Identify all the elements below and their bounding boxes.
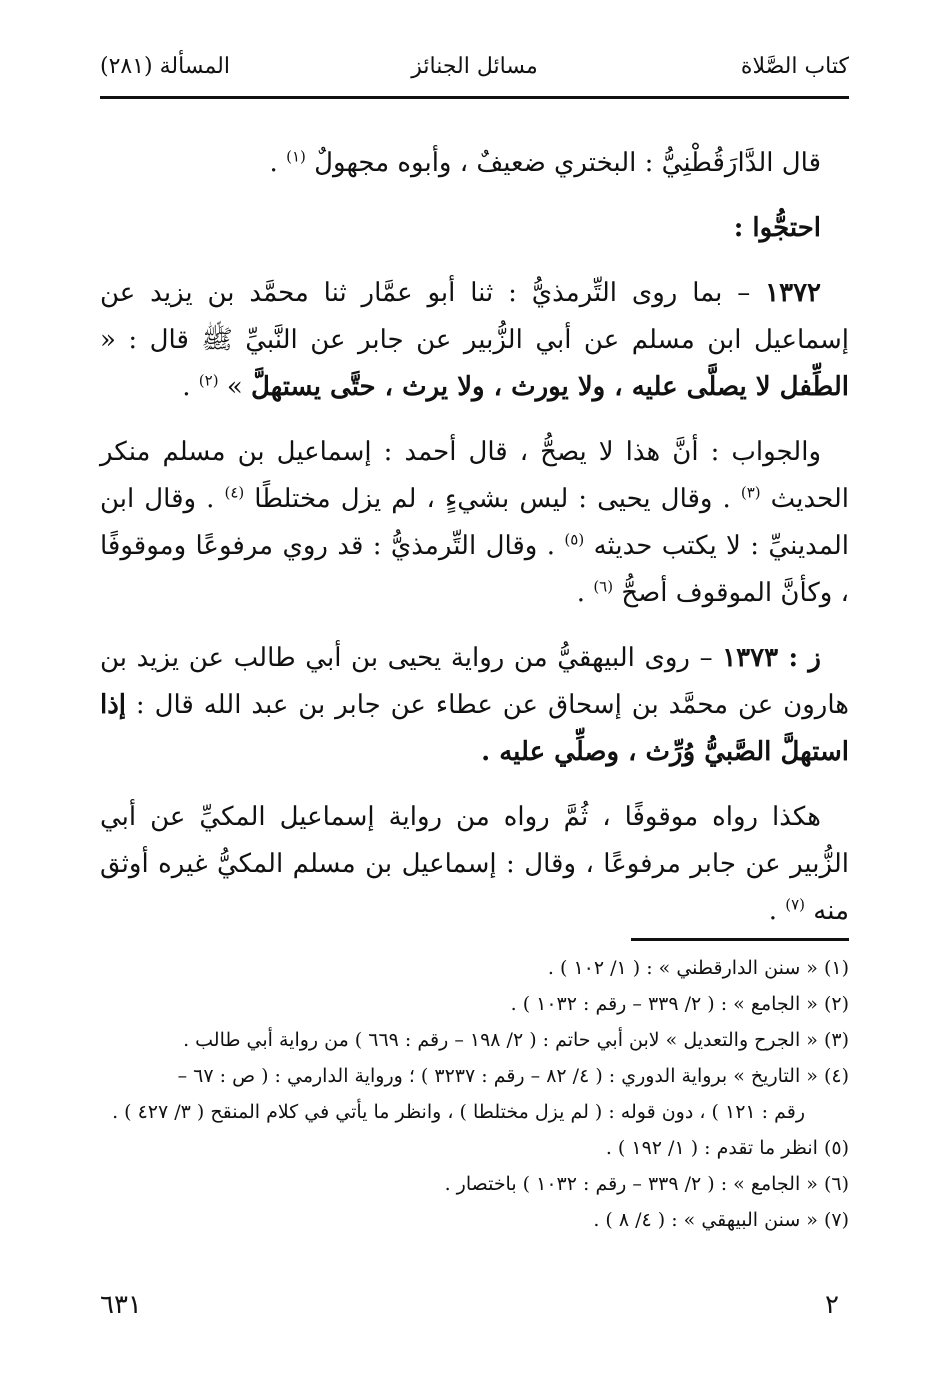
footnote-ref[interactable]: (٦) xyxy=(593,577,614,596)
page-header xyxy=(100,48,849,88)
footnote-ref[interactable]: (٥) xyxy=(564,530,585,549)
page-number: ٦٣١ xyxy=(100,1290,142,1320)
footnote-ref[interactable]: (٣) xyxy=(740,483,761,502)
footnote-4: (٤) « التاريخ » برواية الدوري : ( ٤/ ٨٢ – رقم : ٣٢٣٧ ) ؛ ورواية الدارمي : ( ص : ٦٧ – xyxy=(177,1065,849,1087)
footnote-divider xyxy=(631,938,849,941)
footnote-6: (٦) « الجامع » : ( ٢/ ٣٣٩ – رقم : ١٠٣٢ ) باختصار . xyxy=(444,1173,849,1195)
header-issue-number: المسألة (٢٨١) xyxy=(100,54,230,79)
footnote-ref[interactable]: (٢) xyxy=(198,371,219,390)
footnote-4-continued: رقم : ١٢١ ) ، دون قوله : ( لم يزل مختلطا ) ، وانظر ما يأتي في كلام المنقح ( ٣/ ٤٢٧ ) . xyxy=(112,1101,805,1123)
hadith-number: ١٣٧٢ xyxy=(765,278,821,308)
footnote-ref[interactable]: (١) xyxy=(286,147,306,166)
footnote-ref[interactable]: (٧) xyxy=(785,895,806,914)
footnote-7: (٧) « سنن البيهقي » : ( ٤/ ٨ ) . xyxy=(593,1209,849,1231)
paragraph-hadith-1373: ز : ١٣٧٣ – روى البيهقيُّ من رواية يحيى بن أبي طالب عن يزيد بن هارون عن محمَّد بن إسحاق عن عطاء عن جابر بن عبد الله قال : إذا استهلَّ الصَّبيُّ وُرِّث ، وصلِّي عليه . xyxy=(100,643,849,767)
footnote-2: (٢) « الجامع » : ( ٢/ ٣٣٩ – رقم : ١٠٣٢ ) . xyxy=(510,993,849,1015)
paragraph-commentary: هكذا رواه موقوفًا ، ثُمَّ رواه من رواية إسماعيل المكيِّ عن أبي الزُّبير عن جابر مرفوعًا ، وقال : إسماعيل بن مسلم المكيُّ غيره أوثق منه $^{(٧)}$ . xyxy=(100,802,849,926)
hadith-quote: إذا استهلَّ الصَّبيُّ وُرِّث ، وصلِّي عليه . xyxy=(100,690,849,767)
header-chapter-title: مسائل الجنائز xyxy=(411,54,538,79)
footnote-ref[interactable]: (٤) xyxy=(224,483,245,502)
header-divider xyxy=(100,96,849,99)
addition-marker: ز : xyxy=(778,643,821,673)
paragraph-answer: والجواب : أنَّ هذا لا يصحُّ ، قال أحمد : إسماعيل بن مسلم منكر الحديث $^{(٣)}$ . وقال يحيى : ليس بشيءٍ ، لم يزل مختلطًا $^{(٤)}$ . وقال ابن المدينيِّ : لا يكتب حديثه $^{(٥)}$ . وقال التِّرمذيُّ : قد روي مرفوعًا وموقوفًا ، وكأنَّ الموقوف أصحُّ $^{(٦)}$ . xyxy=(100,437,850,608)
hadith-quote: الطِّفل لا يصلَّى عليه ، ولا يورث ، ولا يرث ، حتَّى يستهلَّ xyxy=(251,372,849,402)
footnote-3: (٣) « الجرح والتعديل » لابن أبي حاتم : ( ٢/ ١٩٨ – رقم : ٦٦٩ ) من رواية أبي طالب . xyxy=(183,1029,849,1051)
footnote-5: (٥) انظر ما تقدم : ( ١/ ١٩٢ ) . xyxy=(605,1137,849,1159)
footnote-1: (١) « سنن الدارقطني » : ( ١/ ١٠٢ ) . xyxy=(547,957,849,979)
main-text xyxy=(100,140,849,953)
header-book-title: كتاب الصَّلاة xyxy=(740,54,849,79)
section-heading: احتجُّوا : xyxy=(733,213,821,243)
page-footer xyxy=(100,1290,849,1330)
paragraph-1: قال الدَّارَقُطْنِيُّ : البختري ضعيفٌ ، وأبوه مجهولٌ $^{(١)}$ . xyxy=(269,147,821,178)
volume-number: ٢ xyxy=(825,1290,839,1320)
footnotes xyxy=(100,950,849,1238)
paragraph-hadith-1372: ١٣٧٢ – بما روى التِّرمذيُّ : ثنا أبو عمَّار ثنا محمَّد بن يزيد عن إسماعيل ابن مسلم عن أبي الزُّبير عن جابر عن النَّبيِّ ﷺ قال : « الطِّفل لا يصلَّى عليه ، ولا يورث ، ولا يرث ، حتَّى يستهلَّ » $^{(٢)}$ . xyxy=(100,278,849,402)
hadith-number: ١٣٧٣ xyxy=(722,643,779,673)
